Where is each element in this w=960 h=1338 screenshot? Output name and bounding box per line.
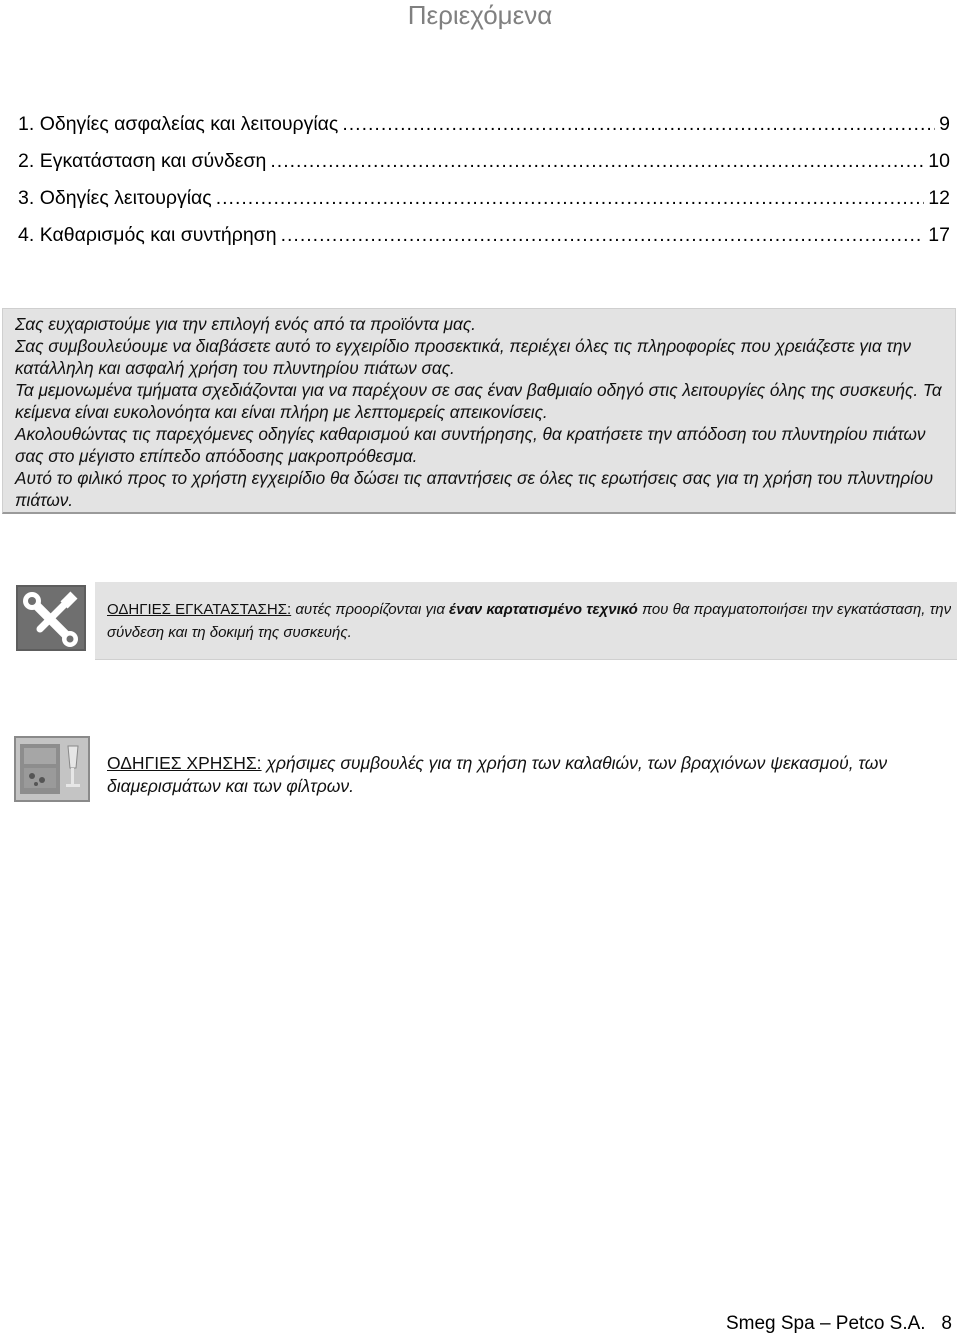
tools-icon [16, 585, 86, 651]
toc-leader [270, 149, 924, 173]
toc-entry[interactable] [18, 149, 950, 186]
toc-page: 10 [928, 150, 950, 172]
toc-label: Εγκατάσταση και σύνδεση [39, 150, 267, 172]
tools-icon-graphic [18, 587, 84, 649]
footer-page-number: 8 [941, 1313, 952, 1334]
toc-number: 1. [18, 113, 35, 135]
toc-leader [342, 112, 935, 136]
install-note-lead: ΟΔΗΓΙΕΣ ΕΓΚΑΤΑΣΤΑΣΗΣ: [107, 601, 292, 618]
toc-leader [281, 223, 925, 247]
page-footer [726, 1312, 952, 1336]
toc-number: 4. [18, 224, 35, 246]
intro-paragraph: Σας συμβουλεύουμε να διαβάσετε αυτό το εγχειρίδιο προσεκτικά, περιέχει όλες τις πληροφορίες που χρειάζεστε για την κατάλληλη και ασφαλή χρήση του πλυντηρίου πιάτων σας. [15, 336, 911, 378]
install-note [95, 582, 957, 660]
footer-brand: Smeg Spa – Petco S.A. [725, 1313, 926, 1334]
table-of-contents [18, 112, 950, 260]
install-note-body: αυτές προορίζονται για [291, 601, 450, 618]
usage-note-body: χρήσιμες συμβουλές για τη χρήση των καλαθιών, των βραχιόνων ψεκασμού, των διαμερισμάτων και των φίλτρων. [107, 753, 888, 796]
intro-box [2, 308, 956, 514]
toc-page: 9 [939, 113, 950, 135]
intro-paragraph: Ακολουθώντας τις παρεχόμενες οδηγίες καθαρισμού και συντήρησης, θα κρατήσετε την απόδοση του πλυντηρίου πιάτων σας στο μέγιστο επίπεδο απόδοσης μακροπρόθεσμα. [15, 424, 926, 466]
dishwasher-icon [14, 736, 90, 802]
intro-paragraph: Τα μεμονωμένα τμήματα σχεδιάζονται για να παρέχουν σε σας έναν βαθμιαίο οδηγό στις λειτουργίες όλης της συσκευής. Τα κείμενα είναι ευκολονόητα και είναι πλήρη με λεπτομερείς απεικονίσεις. [15, 380, 942, 422]
page-title: Περιεχόμενα [407, 0, 553, 30]
usage-note-text [107, 752, 937, 798]
intro-paragraph: Αυτό το φιλικό προς το χρήστη εγχειρίδιο θα δώσει τις απαντήσεις σε όλες τις ερωτήσεις σας για τη χρήση του πλυντηρίου πιάτων. [15, 468, 934, 510]
toc-page: 17 [928, 224, 950, 246]
toc-leader [216, 186, 925, 210]
toc-entry[interactable] [18, 223, 950, 260]
toc-page: 12 [928, 187, 950, 209]
dishwasher-icon-graphic [16, 738, 88, 800]
intro-text [15, 313, 949, 511]
toc-entry[interactable] [18, 186, 950, 223]
usage-note [95, 738, 957, 820]
toc-label: Οδηγίες ασφαλείας και λειτουργίας [39, 113, 339, 135]
intro-paragraph: Σας ευχαριστούμε για την επιλογή ενός από τα προϊόντα μας. [15, 314, 476, 334]
toc-entry[interactable] [18, 112, 950, 149]
install-note-emphasis: έναν καρτατισμένο τεχνικό [449, 601, 638, 618]
toc-number: 2. [18, 150, 35, 172]
install-note-body-cont: που θα πραγματοποιήσει την εγκατάσταση, την σύνδεση και τη δοκιμή της συσκευής. [107, 601, 952, 641]
install-note-text [107, 598, 952, 644]
toc-label: Οδηγίες λειτουργίας [39, 187, 212, 209]
toc-number: 3. [18, 187, 35, 209]
usage-note-lead: ΟΔΗΓΙΕΣ ΧΡΗΣΗΣ: [107, 753, 262, 773]
toc-label: Καθαρισμός και συντήρηση [39, 224, 277, 246]
